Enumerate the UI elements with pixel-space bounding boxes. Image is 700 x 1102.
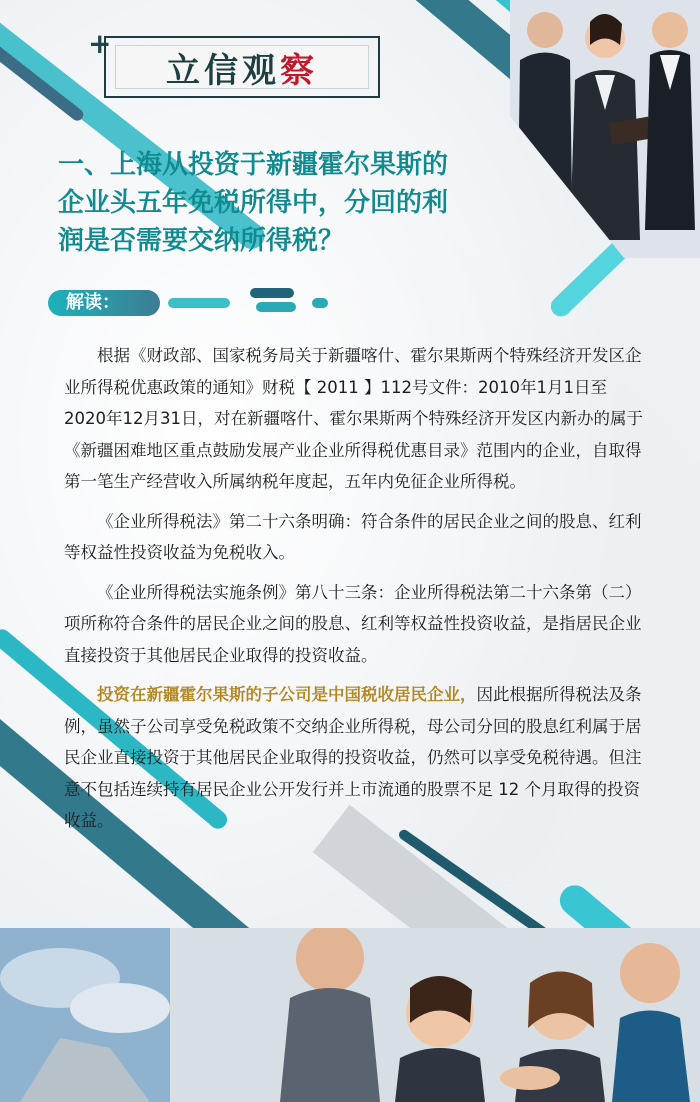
decor-pill [168,298,230,308]
paragraph: 《企业所得税法实施条例》第八十三条：企业所得税法第二十六条第（二）项所称符合条件的居民企业之间的股息、红利等权益性投资收益，是指居民企业直接投资于其他居民企业取得的投资收益。 [64,582,642,665]
decor-pill [312,298,328,308]
column-title [116,46,368,91]
paragraph-rest: 因此根据所得税法及条例，虽然子公司享受免税政策不交纳企业所得税，母公司分回的股息红利属于居民企业直接投资于其他居民企业取得的投资收益，仍然可以享受免税待遇。但注意不包括连续持有居民企业公开发行并上市流通的股票不足 12 个月取得的投资收益。 [64,685,642,830]
headline-line: 润是否需要交纳所得税？ [58,226,345,256]
paragraph [64,679,644,837]
highlighted-sentence: 投资在新疆霍尔果斯的子公司是中国税收居民企业， [97,685,477,704]
section-label: 解读： [66,292,120,313]
question-headline [58,146,518,260]
article-body [64,340,644,845]
meeting-photo [0,928,700,1102]
decor-pill [250,288,294,298]
paragraph: 《企业所得税法》第二十六条明确：符合条件的居民企业之间的股息、红利等权益性投资收益为免税收入。 [64,511,642,562]
column-title-box [104,36,380,98]
decor-pill [256,302,296,312]
column-title-accent: 察 [280,50,318,91]
headline-line: 一、上海从投资于新疆霍尔果斯的 [58,150,449,180]
headline-line: 企业头五年免税所得中，分回的利 [58,188,449,218]
paragraph: 根据《财政部、国家税务局关于新疆喀什、霍尔果斯两个特殊经济开发区企业所得税优惠政策的通知》财税【 2011 】112号文件：2010年1月1日至2020年12月31日，对在新疆喀什、霍尔果斯两个特殊经济开发区内新办的属于《新疆困难地区重点鼓励发展产业企业所得税优惠目录》范围内的企业，自取得第一笔生产经营收入所属纳税年度起，五年内免征企业所得税。 [64,346,643,491]
plus-icon: + [88,27,112,60]
column-title-main: 立信观 [166,50,280,91]
